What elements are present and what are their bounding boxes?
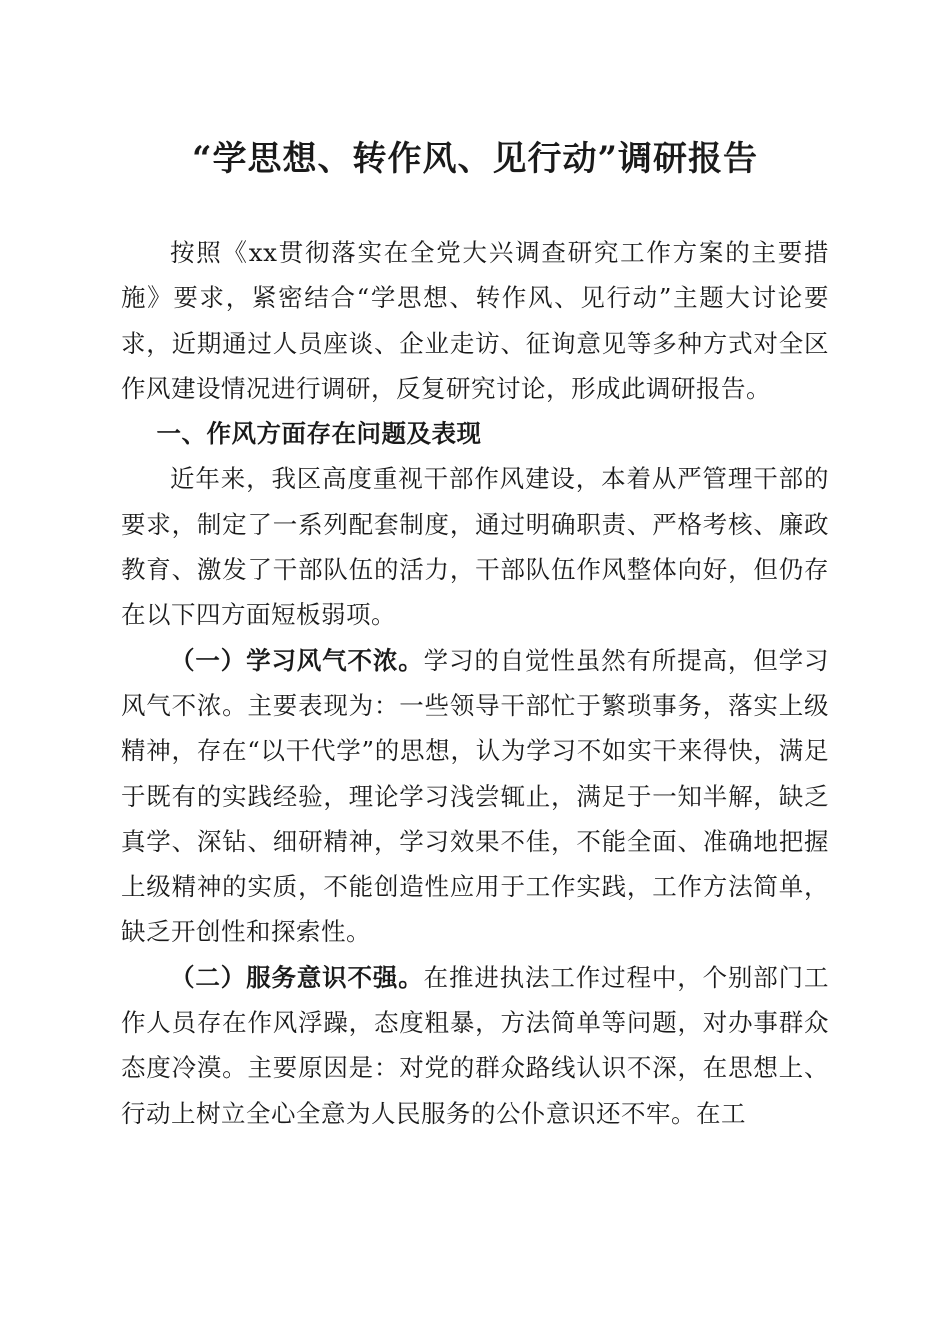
item-text-2: 在推进执法工作过程中，个别部门工作人员存在作风浮躁，态度粗暴，方法简单等问题，对办事群众态度冷漠。主要原因是：对党的群众路线认识不深，在思想上、行动上树立全心全意为人民服务的公仆意识还不牢。在工 (121, 962, 830, 1128)
item-lead-1: （一）学习风气不浓。 (170, 645, 424, 675)
item-lead-2: （二）服务意识不强。 (170, 962, 424, 992)
item-text-1: 学习的自觉性虽然有所提高，但学习风气不浓。主要表现为：一些领导干部忙于繁琐事务，落实上级精神，存在“以干代学”的思想，认为学习不如实干来得快，满足于既有的实践经验，理论学习浅尝辄止，满足于一知半解，缺乏真学、深钻、细研精神，学习效果不佳，不能全面、准确地把握上级精神的实质，不能创造性应用于工作实践，工作方法简单，缺乏开创性和探索性。 (121, 645, 830, 947)
item-paragraph-2 (121, 955, 829, 1136)
item-paragraph-1 (121, 638, 829, 955)
document-title: “学思想、转作风、见行动”调研报告 (191, 139, 759, 179)
document-body (121, 230, 829, 1136)
section-heading: 一、作风方面存在问题及表现 (156, 419, 482, 449)
section-paragraph: 近年来，我区高度重视干部作风建设，本着从严管理干部的要求，制定了一系列配套制度，通过明确职责、严格考核、廉政教育、激发了干部队伍的活力，干部队伍作风整体向好，但仍存在以下四方面短板弱项。 (121, 464, 829, 630)
intro-paragraph: 按照《xx贯彻落实在全党大兴调查研究工作方案的主要措施》要求，紧密结合“学思想、转作风、见行动”主题大讨论要求，近期通过人员座谈、企业走访、征询意见等多种方式对全区作风建设情况进行调研，反复研究讨论，形成此调研报告。 (121, 238, 829, 403)
